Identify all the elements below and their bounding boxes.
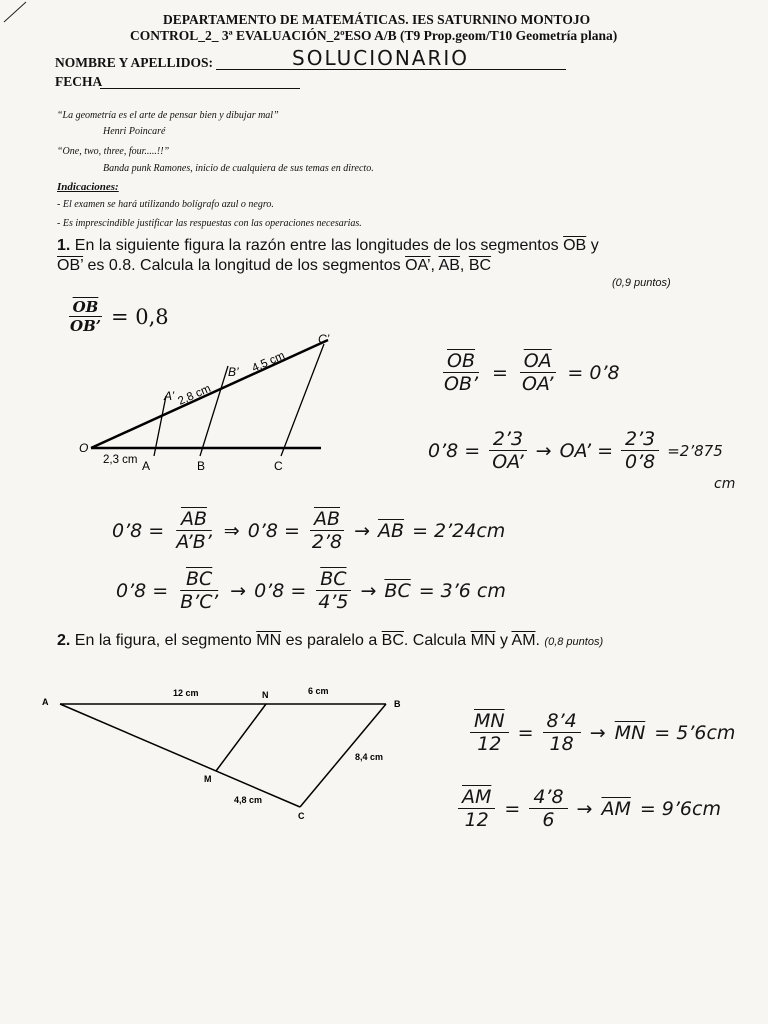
fraction <box>621 428 659 473</box>
numerator: $\overline{OB}$ <box>443 350 479 373</box>
denominator: 6 <box>542 809 555 831</box>
fraction <box>470 710 509 755</box>
q1-solution-ab <box>112 508 505 553</box>
denominator: A’B’ <box>176 531 212 553</box>
point-label: B’ <box>228 365 239 379</box>
point-label: M <box>204 774 212 784</box>
lhs: 0’8 = <box>116 579 169 602</box>
segment-label: $\overline{AM}$ <box>511 632 536 649</box>
fraction <box>518 350 557 395</box>
point-label: C’ <box>318 332 330 346</box>
point-label: C <box>298 811 305 821</box>
point-label: C <box>274 459 283 473</box>
arrow: → <box>576 797 593 820</box>
segment-label: $\overline{BC}$ <box>381 632 404 649</box>
question-1-line-1 <box>57 237 717 255</box>
quote-2-author: Banda punk Ramones, inicio de cualquiera de sus temas en directo. <box>103 163 374 174</box>
segment-label: $\overline{MN}$ <box>470 632 496 649</box>
point-label: A <box>142 459 151 473</box>
segment-mn <box>216 704 266 771</box>
fraction <box>308 508 346 553</box>
numerator: $\overline{BC}$ <box>316 568 350 591</box>
fraction <box>176 568 222 613</box>
numerator: $\overline{BC}$ <box>182 568 216 591</box>
indication-item: - Es imprescindible justificar las respuestas con las operaciones necesarias. <box>57 218 362 229</box>
arrow: → <box>230 579 247 602</box>
segment-label: $\overline{OB}$ <box>563 237 587 254</box>
fraction <box>458 786 495 831</box>
numerator: $\overline{OA}$ <box>520 350 556 373</box>
numerator: 4’8 <box>529 786 567 809</box>
fraction <box>488 428 527 473</box>
arrow: → <box>589 721 606 744</box>
equals: = <box>504 797 521 820</box>
numerator: 8’4 <box>543 710 581 733</box>
q1-solution-bc <box>116 568 506 613</box>
question-1-line-2 <box>57 257 491 275</box>
quote-2: “One, two, three, four.....!!” <box>57 146 170 157</box>
lhs: 0’8 = <box>247 519 300 542</box>
length-label: 4,8 cm <box>234 795 263 805</box>
denominator: 12 <box>464 809 489 831</box>
pen-mark <box>0 0 40 30</box>
conjunction: y <box>590 237 599 254</box>
length-label: 6 cm <box>308 686 329 696</box>
q2-solution-mn <box>470 710 735 755</box>
length-label: 2,8 cm <box>176 382 213 408</box>
question-text: . Calcula <box>403 632 467 649</box>
denominator: 2’8 <box>311 531 343 553</box>
lhs: 0’8 = <box>254 579 307 602</box>
result: = 3’6 cm <box>418 579 506 602</box>
fraction <box>543 710 581 755</box>
point-label: A’ <box>164 389 175 403</box>
q1-solution-oa <box>428 428 723 473</box>
result-label: $\overline{MN}$ <box>614 721 646 744</box>
department-title: DEPARTAMENTO DE MATEMÁTICAS. IES SATURNINO MONTOJO <box>163 12 591 27</box>
result: = 5’6cm <box>654 721 736 744</box>
point-label: A <box>42 697 49 707</box>
numerator: $\overline{AB}$ <box>177 508 211 531</box>
q1-solution-ratio <box>440 350 620 395</box>
denominator: 18 <box>549 733 574 755</box>
indications-title: Indicaciones: <box>57 181 119 193</box>
point-label: B <box>394 699 401 709</box>
point-label: N <box>262 690 269 700</box>
given-value: = 0,8 <box>110 304 169 329</box>
result: = 9’6cm <box>639 797 721 820</box>
question-text: En la figura, el segmento <box>74 632 252 649</box>
parallel-bb <box>200 366 228 456</box>
segment-label: OA’ <box>405 257 431 274</box>
punctuation: . <box>535 632 540 649</box>
result-label: OA’ = <box>559 439 614 462</box>
name-label: NOMBRE Y APELLIDOS: <box>55 55 214 70</box>
question-2-text <box>57 632 603 650</box>
point-label: B <box>197 459 206 473</box>
question-text: es paralelo a <box>285 632 378 649</box>
arrow: → <box>360 579 377 602</box>
arrow: → <box>535 439 552 462</box>
numerator: $\overline{MN}$ <box>470 710 509 733</box>
question-text: es 0.8. Calcula la longitud de los segmentos <box>87 257 401 274</box>
segment-ac <box>60 704 300 807</box>
lhs: 0’8 = <box>112 519 165 542</box>
denominator: 12 <box>477 733 502 755</box>
name-value: SOLUCIONARIO <box>292 46 470 70</box>
denominator: B’C’ <box>180 591 219 613</box>
denominator: OA’ <box>521 373 554 395</box>
denominator: 0’8 <box>625 451 656 473</box>
exam-title: CONTROL_2_ 3ª EVALUACIÓN_2ºESO A/B (T9 Prop.geom/T10 Geometría plana) <box>130 28 618 43</box>
result: = 0’8 <box>567 361 620 384</box>
result-label: $\overline{BC}$ <box>384 579 411 602</box>
figure-2-diagram <box>36 680 416 830</box>
question-number: 2. <box>57 632 71 649</box>
question-number: 1. <box>57 237 71 254</box>
segment-label: $\overline{AB}$ <box>438 257 460 274</box>
result-label: $\overline{AM}$ <box>601 797 631 820</box>
segment-label: OB’ <box>57 257 84 274</box>
conjunction: y <box>499 632 508 649</box>
question-2-points: (0,8 puntos) <box>544 636 604 648</box>
result-label: $\overline{AB}$ <box>378 519 405 542</box>
point-label: O <box>79 441 89 455</box>
given-numerator: $\overline{OB}$ <box>69 298 103 317</box>
figure-1-diagram <box>76 328 346 478</box>
length-label: 2,3 cm <box>103 454 138 466</box>
segment-label: $\overline{MN}$ <box>256 632 282 649</box>
segment-label: $\overline{BC}$ <box>468 257 492 274</box>
punctuation: , <box>459 257 465 274</box>
length-label: 8,4 cm <box>355 752 384 762</box>
fraction <box>529 786 567 831</box>
result: =2’875 <box>667 441 723 460</box>
fraction <box>440 350 482 395</box>
unit: cm <box>714 476 736 492</box>
punctuation: , <box>430 257 435 274</box>
numerator: 2’3 <box>621 428 659 451</box>
quote-1: “La geometría es el arte de pensar bien y dibujar mal” <box>57 110 279 121</box>
indication-item: - El examen se hará utilizando bolígrafo azul o negro. <box>57 199 274 210</box>
given-denominator: OB’ <box>70 317 101 335</box>
length-label: 4,5 cm <box>250 349 287 375</box>
quote-1-author: Henri Poincaré <box>103 126 166 137</box>
question-1-points: (0,9 puntos) <box>612 277 671 289</box>
length-label: 12 cm <box>173 688 199 698</box>
lhs: 0’8 = <box>428 439 481 462</box>
date-line <box>100 88 300 89</box>
numerator: $\overline{AB}$ <box>310 508 344 531</box>
equals: = <box>492 361 508 384</box>
numerator: 2’3 <box>489 428 527 451</box>
result: = 2’24cm <box>412 519 506 542</box>
fraction <box>172 508 216 553</box>
arrow: ⇒ <box>223 519 240 542</box>
equals: = <box>517 721 534 744</box>
denominator: 4’5 <box>318 591 349 613</box>
denominator: OA’ <box>492 451 524 473</box>
parallel-cc <box>281 344 324 456</box>
q2-solution-am <box>458 786 721 831</box>
denominator: OB’ <box>444 373 479 395</box>
fraction <box>314 568 352 613</box>
question-text: En la siguiente figura la razón entre las longitudes de los segmentos <box>74 237 559 254</box>
arrow: → <box>354 519 371 542</box>
numerator: $\overline{AM}$ <box>458 786 495 809</box>
date-label: FECHA <box>55 74 103 89</box>
